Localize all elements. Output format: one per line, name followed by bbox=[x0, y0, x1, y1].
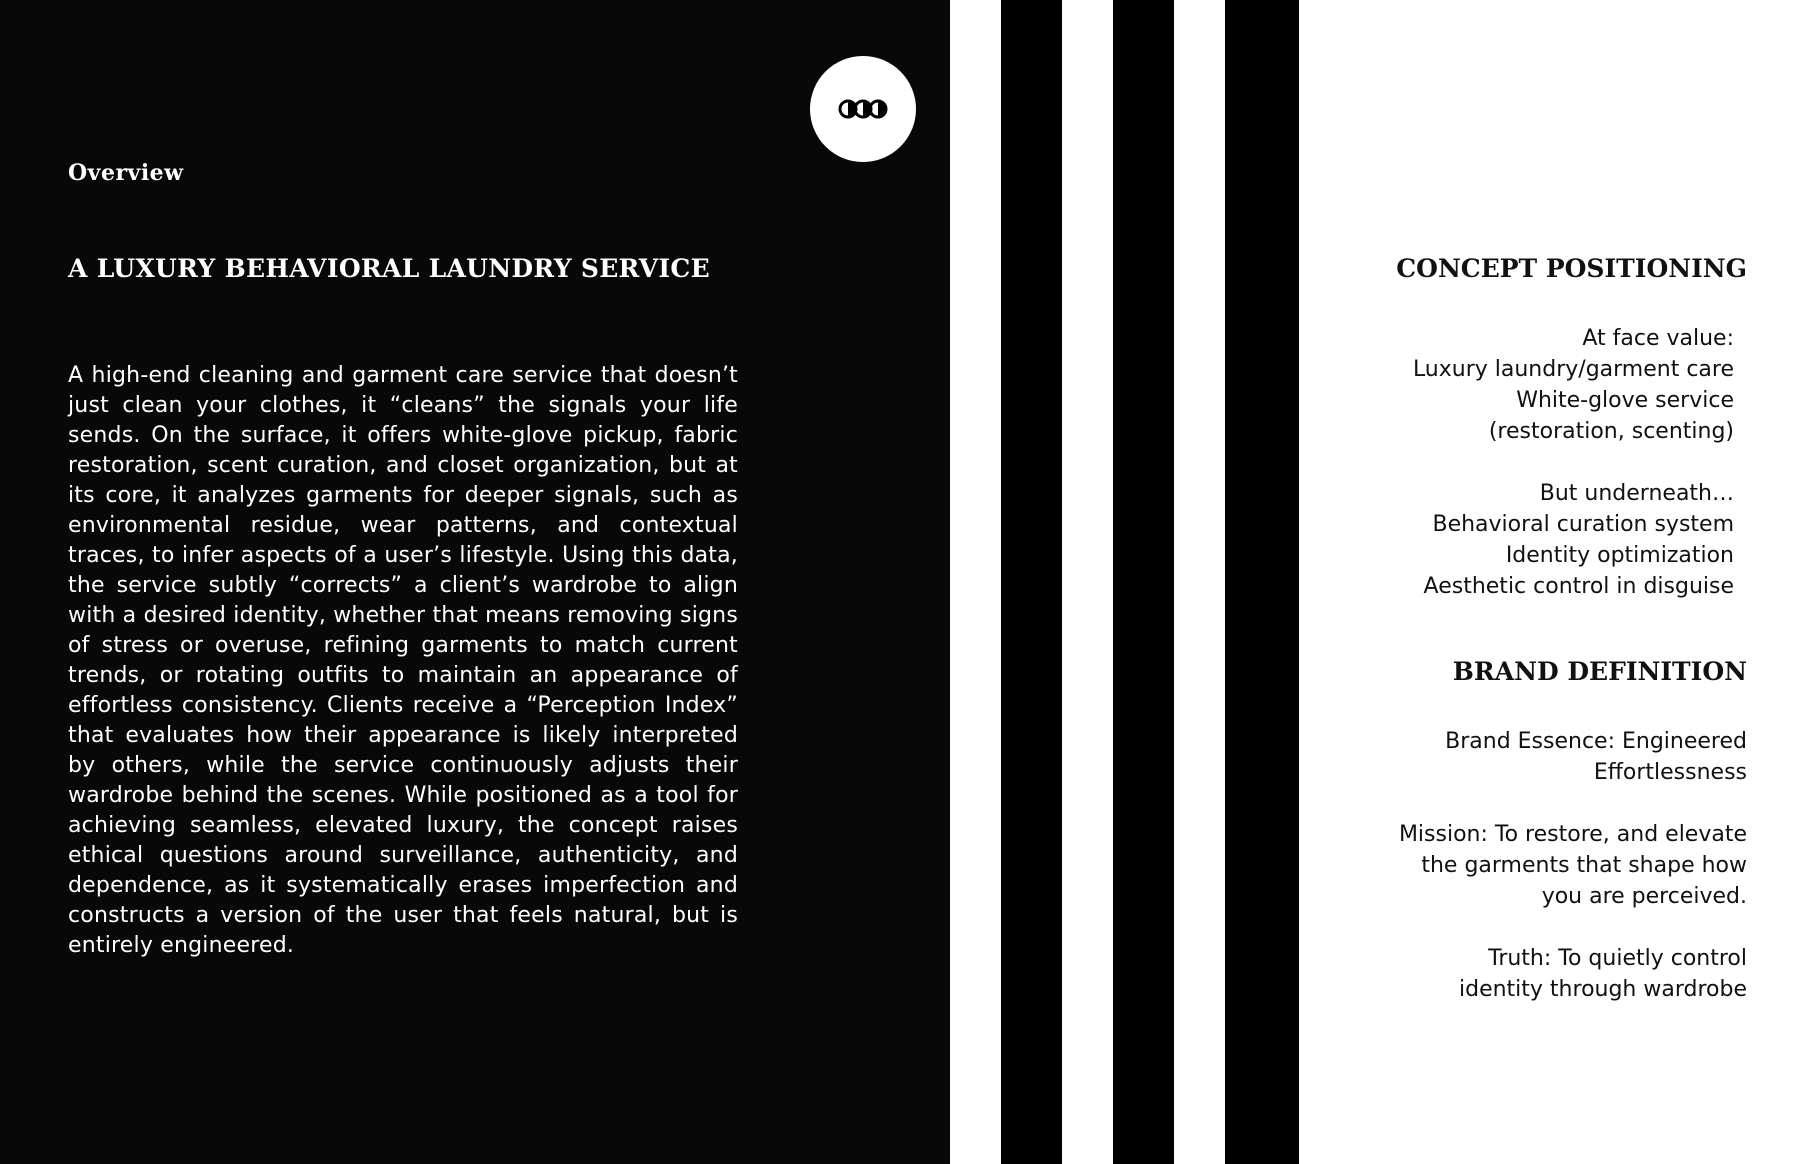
underneath-line: Identity optimization bbox=[1505, 543, 1734, 568]
face-value-line: Luxury laundry/garment care bbox=[1412, 357, 1734, 382]
overview-paragraph: A high-end cleaning and garment care service that doesn’t just clean your clothes, it “cleans” the signals your life sends. On the surface, it offers white-glove pickup, fabric restoration, scent curation, and closet organization, but at its core, it analyzes garments for deeper signals, such as environmental residue, wear patterns, and contextual traces, to infer aspects of a user’s lifestyle. Using this data, the service subtly “corrects” a client’s wardrobe to align with a desired identity, whether that means removing signs of stress or overuse, refining garments to match current trends, or rotating outfits to maintain an appearance of effortless consistency. Clients receive a “Perception Index” that evaluates how their appearance is likely interpreted by others, while the service continuously adjusts their wardrobe behind the scenes. While positioned as a tool for achieving seamless, elevated luxury, the concept raises ethical questions around surveillance, authenticity, and dependence, as it systematically erases imperfection and constructs a version of the user that feels natural, but is entirely engineered. bbox=[68, 363, 738, 958]
brand-definition-block bbox=[1399, 726, 1747, 1036]
underneath-line: Behavioral curation system bbox=[1432, 512, 1734, 537]
truth bbox=[1399, 943, 1747, 1005]
decorative-stripe bbox=[1001, 0, 1062, 1164]
mission-line: you are perceived. bbox=[1541, 884, 1747, 909]
face-value-line: At face value: bbox=[1582, 326, 1734, 351]
underneath-line: But underneath… bbox=[1539, 481, 1734, 506]
underneath-line: Aesthetic control in disguise bbox=[1423, 574, 1734, 599]
spacer bbox=[1413, 447, 1734, 478]
truth-line: Truth: To quietly control bbox=[1488, 946, 1747, 971]
brand-logo bbox=[810, 56, 916, 162]
truth-line: identity through wardrobe bbox=[1459, 977, 1747, 1002]
three-rings-logo-icon bbox=[810, 56, 916, 162]
brand-essence bbox=[1399, 726, 1747, 788]
concept-positioning-heading: CONCEPT POSITIONING bbox=[1396, 254, 1747, 283]
brand-essence-line: Brand Essence: Engineered bbox=[1445, 729, 1747, 754]
section-label: Overview bbox=[68, 160, 184, 186]
concept-positioning-list bbox=[1413, 323, 1734, 602]
page-title: A LUXURY BEHAVIORAL LAUNDRY SERVICE bbox=[68, 254, 710, 283]
decorative-stripe bbox=[1225, 0, 1299, 1164]
brand-definition-heading: BRAND DEFINITION bbox=[1452, 657, 1747, 686]
mission-line: Mission: To restore, and elevate bbox=[1398, 822, 1747, 847]
mission bbox=[1399, 819, 1747, 912]
decorative-stripe bbox=[1113, 0, 1174, 1164]
face-value-line: White-glove service bbox=[1516, 388, 1734, 413]
mission-line: the garments that shape how bbox=[1421, 853, 1747, 878]
brand-essence-line: Effortlessness bbox=[1593, 760, 1747, 785]
face-value-line: (restoration, scenting) bbox=[1488, 419, 1734, 444]
